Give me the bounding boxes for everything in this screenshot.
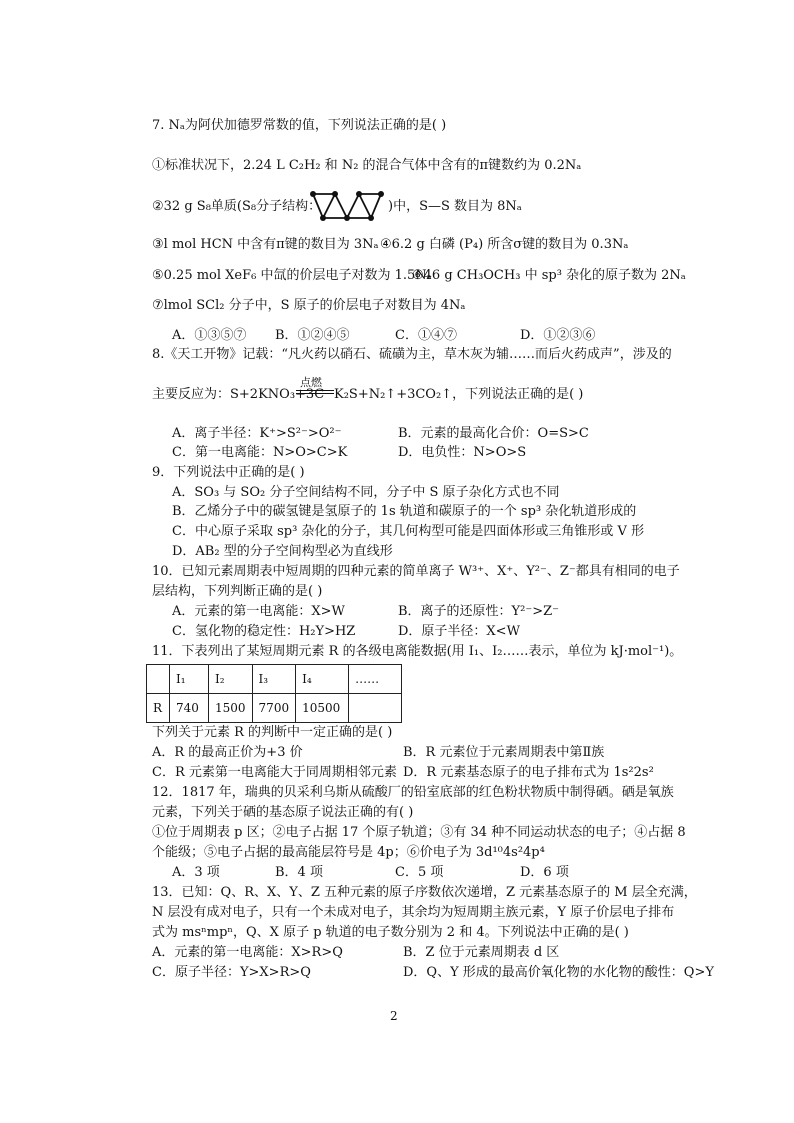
q12-option-b[interactable]: B．4 项	[275, 865, 323, 880]
q9-option-a[interactable]: A．SO₃ 与 SO₂ 分子空间结构不同，分子中 S 原子杂化方式也不同	[172, 485, 560, 500]
q12-stem-line-2: 元素，下列关于硒的基态原子说法正确的有( )	[152, 805, 414, 820]
q11-stem-2: 下列关于元素 R 的判断中一定正确的是( )	[152, 725, 393, 740]
table-cell: R	[147, 694, 170, 723]
table-cell: 7700	[252, 694, 296, 723]
q11-stem: 11．下表列出了某短周期元素 R 的各级电离能数据(用 I₁、I₂……表示，单位为 kJ·mol⁻¹)。	[152, 644, 683, 659]
q7-statement-7: ⑦lmol SCl₂ 分子中，S 原子的价层电子对数目为 4Nₐ	[152, 298, 466, 313]
q9-option-c[interactable]: C．中心原子采取 sp³ 杂化的分子，其几何构型可能是四面体形或三角锥形或 V 形	[172, 524, 645, 539]
q7-statement-3: ③l mol HCN 中含有π键的数目为 3Nₐ	[152, 237, 379, 252]
q8-reaction-equals-top	[296, 390, 334, 391]
table-row	[147, 694, 402, 723]
table-cell: 1500	[209, 694, 253, 723]
q8-reaction-post: K₂S+N₂↑+3CO₂↑，下列说法正确的是( )	[334, 387, 584, 402]
q10-option-c[interactable]: C．氢化物的稳定性：H₂Y>HZ	[172, 624, 356, 639]
q8-option-a[interactable]: A．离子半径：K⁺>S²⁻>O²⁻	[172, 426, 342, 441]
q7-option-d[interactable]: D．①②③⑥	[520, 328, 596, 343]
q12-stem-line-3: ①位于周期表 p 区；②电子占据 17 个原子轨道；③有 34 种不同运动状态的电子；④占据 8	[152, 825, 686, 840]
q8-option-d[interactable]: D．电负性：N>O>S	[398, 445, 527, 460]
q8-reaction-equals-bottom	[296, 393, 334, 394]
q13-option-c[interactable]: C．原子半径：Y>X>R>Q	[152, 965, 311, 980]
q7-statement-4: ④6.2 g 白磷 (P₄) 所含σ键的数目为 0.3Nₐ	[380, 237, 629, 252]
q7-option-a[interactable]: A．①③⑤⑦	[172, 328, 247, 343]
q7-option-b[interactable]: B．①②④⑤	[275, 328, 350, 343]
table-header-cell: I₁	[170, 665, 209, 694]
q7-option-c[interactable]: C．①④⑦	[395, 328, 457, 343]
q10-option-d[interactable]: D．原子半径：X<W	[398, 624, 520, 639]
q8-reaction-condition: 点燃	[300, 376, 322, 389]
q12-option-c[interactable]: C．5 项	[395, 865, 444, 880]
q7-statement-1: ①标准状况下，2.24 L C₂H₂ 和 N₂ 的混合气体中含有的π键数约为 0.2Nₐ	[152, 158, 582, 173]
q9-stem: 9．下列说法中正确的是( )	[152, 465, 305, 480]
q13-stem-line-1: 13．已知：Q、R、X、Y、Z 五种元素的原子序数依次递增，Z 元素基态原子的 M 层全充满，	[152, 885, 697, 900]
q8-stem: 8.《天工开物》记载：“凡火药以硝石、硫磺为主，草木灰为辅……而后火药成声”，涉及的	[152, 347, 672, 362]
q10-option-a[interactable]: A．元素的第一电离能：X>W	[172, 604, 345, 619]
q13-stem-line-3: 式为 msⁿmpⁿ，Q、X 原子 p 轨道的电子数分别为 2 和 4。下列说法中正确的是( )	[152, 925, 629, 940]
q11-option-b[interactable]: B．R 元素位于元素周期表中第Ⅱ族	[403, 745, 605, 760]
s8-molecule-icon	[310, 189, 384, 223]
q9-option-d[interactable]: D．AB₂ 型的分子空间构型必为直线形	[172, 544, 393, 559]
q7-statement-2-pre: ②32 g S₈单质(S₈分子结构：	[152, 199, 322, 214]
q8-option-b[interactable]: B．元素的最高化合价：O=S>C	[398, 426, 589, 441]
q11-option-c[interactable]: C．R 元素第一电离能大于同周期相邻元素	[152, 765, 397, 780]
q12-stem-line-4: 个能级；⑤电子占据的最高能层符号是 4p；⑥价电子为 3d¹⁰4s²4p⁴	[152, 845, 545, 860]
q12-stem-line-1: 12．1817 年，瑞典的贝采利乌斯从硫酸厂的铅室底部的红色粉状物质中制得硒。硒是氧族	[152, 785, 674, 800]
table-header-row	[147, 665, 402, 694]
q12-option-a[interactable]: A．3 项	[172, 865, 220, 880]
q10-stem-line-1: 10．已知元素周期表中短周期的四种元素的简单离子 W³⁺、X⁺、Y²⁻、Z⁻都具有相同的电子	[152, 564, 680, 579]
table-cell: 10500	[296, 694, 349, 723]
table-header-cell: I₃	[252, 665, 296, 694]
q13-option-a[interactable]: A．元素的第一电离能：X>R>Q	[152, 945, 343, 960]
q7-stem: 7. Nₐ为阿伏加德罗常数的值，下列说法正确的是( )	[152, 118, 447, 133]
q13-stem-line-2: N 层没有成对电子，只有一个未成对电子，其余均为短周期主族元素，Y 原子价层电子排布	[152, 905, 675, 920]
q7-statement-2-post: )中，S—S 数目为 8Nₐ	[388, 199, 522, 214]
q7-statement-6: ⑥46 g CH₃OCH₃ 中 sp³ 杂化的原子数为 2Nₐ	[412, 268, 686, 283]
q8-option-c[interactable]: C．第一电离能：N>O>C>K	[172, 445, 348, 460]
table-header-cell: ……	[349, 665, 402, 694]
q9-option-b[interactable]: B．乙烯分子中的碳氢键是氢原子的 1s 轨道和碳原子的一个 sp³ 杂化轨道形成的	[172, 504, 637, 519]
table-header-cell	[147, 665, 170, 694]
table-cell	[349, 694, 402, 723]
q10-stem-line-2: 层结构，下列判断正确的是( )	[152, 584, 323, 599]
q11-option-a[interactable]: A．R 的最高正价为+3 价	[152, 745, 303, 760]
q13-option-b[interactable]: B．Z 位于元素周期表 d 区	[403, 945, 560, 960]
table-header-cell: I₂	[209, 665, 253, 694]
q8-reaction-pre: 主要反应为：S+2KNO₃+3C	[152, 387, 325, 402]
table-header-cell: I₄	[296, 665, 349, 694]
page-number: 2	[390, 1009, 398, 1023]
q13-option-d[interactable]: D．Q、Y 形成的最高价氧化物的水化物的酸性：Q>Y	[403, 965, 714, 980]
q10-option-b[interactable]: B．离子的还原性：Y²⁻>Z⁻	[398, 604, 559, 619]
ionization-energy-table	[146, 664, 402, 723]
q12-option-d[interactable]: D．6 项	[520, 865, 569, 880]
q11-option-d[interactable]: D．R 元素基态原子的电子排布式为 1s²2s²	[403, 765, 654, 780]
table-cell: 740	[170, 694, 209, 723]
q7-statement-5: ⑤0.25 mol XeF₆ 中氙的价层电子对数为 1.5Nₐ	[152, 268, 432, 283]
